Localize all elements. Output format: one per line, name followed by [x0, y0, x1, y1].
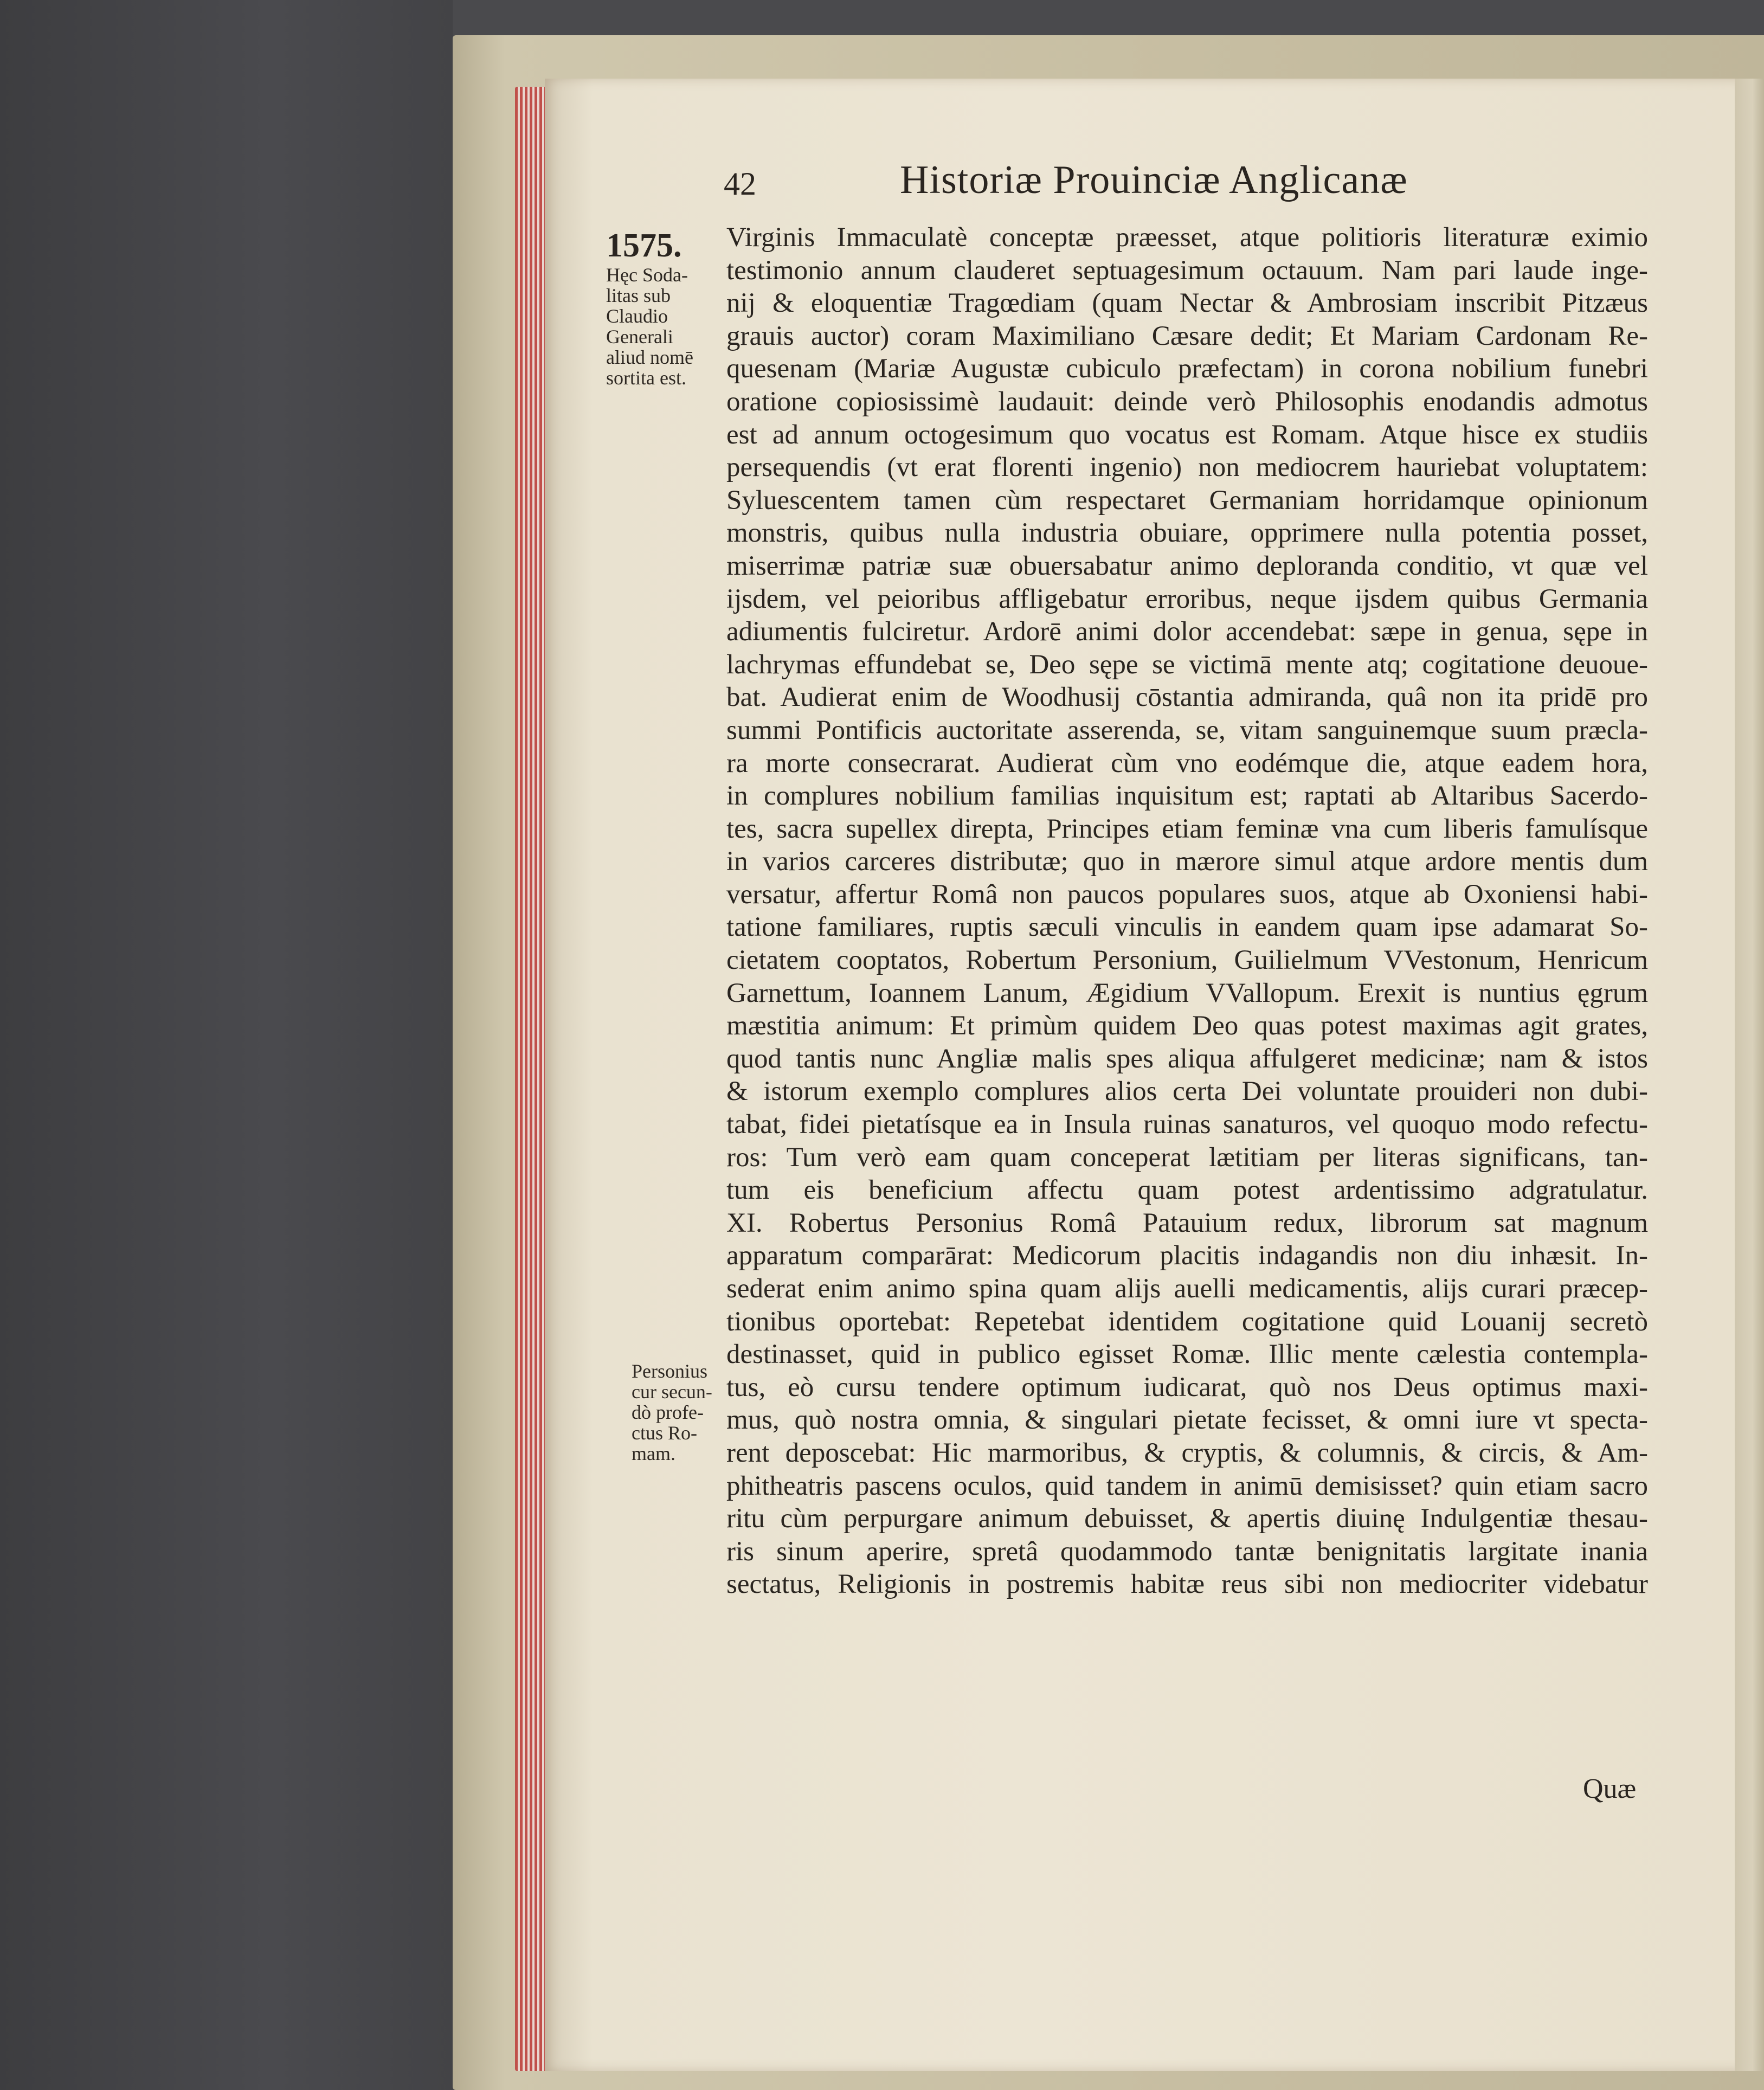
text-line: quod tantis nunc Angliæ malis spes aliqua affulgeret medicinæ; nam & istos — [726, 1043, 1648, 1074]
text-line: sederat enim animo spina quam alijs auelli medicamentis, alijs curari præcep- — [726, 1274, 1648, 1304]
text-line: sectatus, Religionis in postremis habitæ reus sibi non mediocriter videbatur — [726, 1569, 1648, 1600]
page-edges-red — [515, 87, 548, 2071]
margin-note-line: litas sub — [606, 285, 671, 306]
text-line: destinasset, quid in publico egisset Romæ. Illic mente cælestia contempla- — [726, 1339, 1648, 1370]
margin-note-line: ctus Ro- — [632, 1422, 697, 1444]
text-line: tes, sacra supellex direpta, Principes etiam feminæ vna cum liberis famulísque — [726, 813, 1648, 844]
text-line: adiumentis fulciretur. Ardorē animi dolor accendebat: sæpe in genua, sępe in — [726, 616, 1648, 647]
text-line: grauis auctor) coram Maximiliano Cæsare dedit; Et Mariam Cardonam Re- — [726, 320, 1648, 351]
margin-note-personius — [632, 1361, 737, 1464]
text-line: lachrymas effundebat se, Deo sępe se victimā mente atq; cogitatione deuoue- — [726, 649, 1648, 680]
text-line: ijsdem, vel peioribus affligebatur erroribus, neque ijsdem quibus Germania — [726, 583, 1648, 614]
text-line: versatur, affertur Româ non paucos populares suos, atque ab Oxoniensi habi- — [726, 879, 1648, 910]
margin-note-line: Hęc Soda- — [606, 264, 688, 286]
margin-note-sodalitas — [606, 265, 725, 388]
margin-note-line: dò profe- — [632, 1401, 704, 1423]
text-line: monstris, quibus nulla industria obuiare, opprimere nulla potentia posset, — [726, 518, 1648, 549]
text-line: quesenam (Mariæ Augustæ cubiculo præfectam) in corona nobilium funebri — [726, 353, 1648, 384]
text-line: rent deposcebat: Hic marmoribus, & cryptis, & columnis, & circis, & Am- — [726, 1437, 1648, 1468]
margin-year: 1575. — [606, 227, 682, 264]
text-line: bat. Audierat enim de Woodhusij cōstantia admiranda, quâ non ita pridē pro — [726, 682, 1648, 713]
margin-note-line: Generali — [606, 326, 673, 348]
catchword: Quæ — [1583, 1773, 1637, 1804]
text-line: apparatum comparārat: Medicorum placitis indagandis non diu inhæsit. In- — [726, 1240, 1648, 1271]
text-line: tum eis beneficium affectu quam potest ardentissimo adgratulatur. — [726, 1175, 1648, 1206]
margin-note-line: sortita est. — [606, 367, 686, 389]
text-line: persequendis (vt erat florenti ingenio) non mediocrem hauriebat voluptatem: — [726, 452, 1648, 483]
margin-note-line: aliud nomē — [606, 346, 693, 368]
text-line: in complures nobilium familias inquisitum est; raptati ab Altaribus Sacerdo- — [726, 781, 1648, 812]
text-line: nij & eloquentiæ Tragœdiam (quam Nectar & Ambrosiam inscribit Pitzæus — [726, 288, 1648, 319]
text-line: testimonio annum clauderet septuagesimum octauum. Nam pari laude inge- — [726, 255, 1648, 286]
background-dark — [0, 0, 453, 2090]
text-line: miserrimæ patriæ suæ obuersabatur animo deploranda conditio, vt quæ vel — [726, 550, 1648, 581]
text-line: tabat, fidei pietatísque ea in Insula ruinas sanaturos, vel quoquo modo refectu- — [726, 1109, 1648, 1140]
text-line: XI. Robertus Personius Româ Patauium redux, librorum sat magnum — [726, 1207, 1648, 1238]
text-line: Garnettum, Ioannem Lanum, Ægidium VVallopum. Erexit is nuntius ęgrum — [726, 978, 1648, 1008]
text-line: Virginis Immaculatè conceptæ præesset, atque politioris literaturæ eximio — [726, 222, 1648, 253]
text-line: phitheatris pascens oculos, quid tandem in animū demisisset? quin etiam sacro — [726, 1470, 1648, 1501]
text-line: est ad annum octogesimum quo vocatus est Romam. Atque hisce ex studiis — [726, 419, 1648, 450]
text-line: ris sinum aperire, spretâ quodammodo tantæ benignitatis largitate inania — [726, 1536, 1648, 1567]
text-line: Syluescentem tamen cùm respectaret Germaniam horridamque opinionum — [726, 485, 1648, 516]
running-title: Historiæ Prouinciæ Anglicanæ — [900, 158, 1408, 202]
text-line: ritu cùm perpurgare animum debuisset, & apertis diuinę Indulgentiæ thesau- — [726, 1503, 1648, 1534]
text-line: & istorum exemplo complures alios certa Dei voluntate prouideri non dubi- — [726, 1076, 1648, 1107]
text-line: mæstitia animum: Et primùm quidem Deo quas potest maximas agit grates, — [726, 1011, 1648, 1041]
text-line: ra morte consecrarat. Audierat cùm vno eodémque die, atque eadem hora, — [726, 748, 1648, 779]
page-number: 42 — [724, 166, 756, 202]
body-text — [726, 221, 1648, 1601]
text-line: summi Pontificis auctoritate asserenda, se, vitam sanguinemque suum præcla- — [726, 715, 1648, 745]
margin-note-line: Claudio — [606, 305, 668, 327]
text-line: tionibus oportebat: Repetebat identidem cogitatione quid Louanij secretò — [726, 1306, 1648, 1337]
text-line: in varios carceres distributæ; quo in mærore simul atque ardore mentis dum — [726, 846, 1648, 877]
text-line: mus, quò nostra omnia, & singulari pietate fecisset, & omni iure vt specta- — [726, 1405, 1648, 1436]
margin-note-line: mam. — [632, 1443, 675, 1464]
margin-note-line: cur secun- — [632, 1381, 712, 1403]
text-line: oratione copiosissimè laudauit: deinde verò Philosophis enodandis admotus — [726, 386, 1648, 417]
text-line: ros: Tum verò eam quam conceperat lætitiam per literas significans, tan- — [726, 1142, 1648, 1173]
book-block-edge — [1735, 79, 1764, 2071]
margin-note-line: Personius — [632, 1360, 708, 1382]
text-line: tus, eò cursu tendere optimum iudicarat, quò nos Deus optimus maxi- — [726, 1372, 1648, 1403]
text-line: cietatem cooptatos, Robertum Personium, Guilielmum VVestonum, Henricum — [726, 945, 1648, 976]
text-line: tatione familiares, ruptis sæculi vinculis in eandem quam ipse adamarat So- — [726, 912, 1648, 943]
